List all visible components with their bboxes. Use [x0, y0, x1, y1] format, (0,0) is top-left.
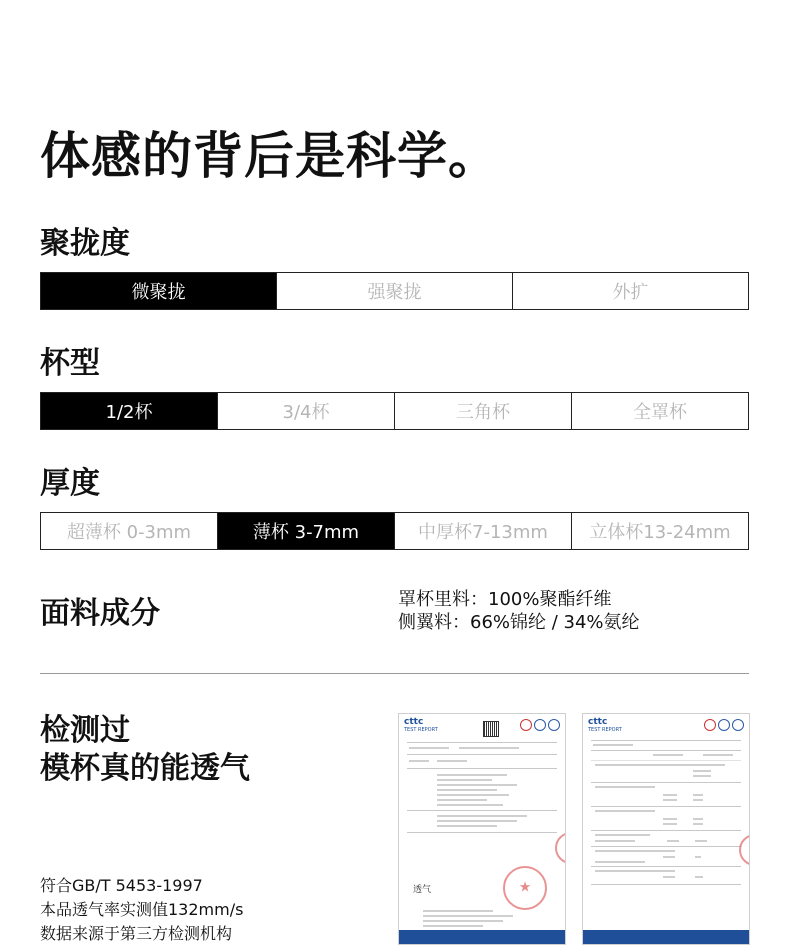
lift-section-title: 聚拢度 — [40, 226, 130, 261]
testing-title-line1: 检测过 — [40, 713, 130, 748]
fabric-side-wing: 侧翼料：66%锦纶 / 34%氨纶 — [398, 612, 640, 633]
certification-marks — [704, 719, 744, 731]
report-seal-icon-edge — [739, 834, 750, 866]
testing-title-line2: 模杯真的能透气 — [40, 751, 250, 786]
thickness-section-title: 厚度 — [40, 466, 100, 501]
report-seal-icon-edge — [555, 832, 566, 864]
testing-details — [40, 874, 243, 946]
page-headline: 体感的背后是科学。 — [40, 127, 499, 185]
fabric-cup-lining: 罩杯里料：100%聚酯纤维 — [398, 589, 612, 610]
lift-option-outward[interactable]: 外扩 — [512, 273, 748, 309]
thickness-option-thin[interactable]: 薄杯 3-7mm — [217, 513, 394, 549]
testing-standard: 符合GB/T 5453-1997 — [40, 876, 203, 895]
section-divider — [40, 673, 749, 674]
test-report-page-1 — [398, 713, 566, 945]
cup-option-three-quarter[interactable]: 3/4杯 — [217, 393, 394, 429]
testing-title — [40, 712, 250, 788]
report-footer-bar — [583, 930, 749, 944]
report-logo: cttc TEST REPORT — [588, 717, 622, 733]
cup-selector — [40, 392, 749, 430]
lift-option-micro[interactable]: 微聚拢 — [41, 273, 276, 309]
certification-marks — [520, 719, 560, 731]
lift-option-strong[interactable]: 强聚拢 — [276, 273, 512, 309]
thickness-option-ultrathin[interactable]: 超薄杯 0-3mm — [41, 513, 217, 549]
fabric-composition — [398, 588, 640, 634]
report-logo: cttc TEST REPORT — [404, 717, 438, 733]
qr-code-icon — [483, 721, 499, 737]
thickness-option-medium[interactable]: 中厚杯7-13mm — [394, 513, 571, 549]
testing-measured-value: 本品透气率实测值132mm/s — [40, 900, 244, 919]
fabric-section-title: 面料成分 — [40, 596, 160, 631]
thickness-selector — [40, 512, 749, 550]
lift-selector — [40, 272, 749, 310]
report-header — [583, 714, 749, 736]
thickness-option-3d[interactable]: 立体杯13-24mm — [571, 513, 748, 549]
testing-data-source: 数据来源于第三方检测机构 — [40, 924, 233, 943]
cup-option-full[interactable]: 全罩杯 — [571, 393, 748, 429]
report-header — [399, 714, 565, 736]
test-report-page-2 — [582, 713, 750, 945]
cup-option-half[interactable]: 1/2杯 — [41, 393, 217, 429]
cup-option-triangle[interactable]: 三角杯 — [394, 393, 571, 429]
report-seal-icon — [503, 866, 547, 910]
cup-section-title: 杯型 — [40, 346, 100, 381]
report-signature: 透气 — [413, 885, 432, 895]
report-footer-bar — [399, 930, 565, 944]
